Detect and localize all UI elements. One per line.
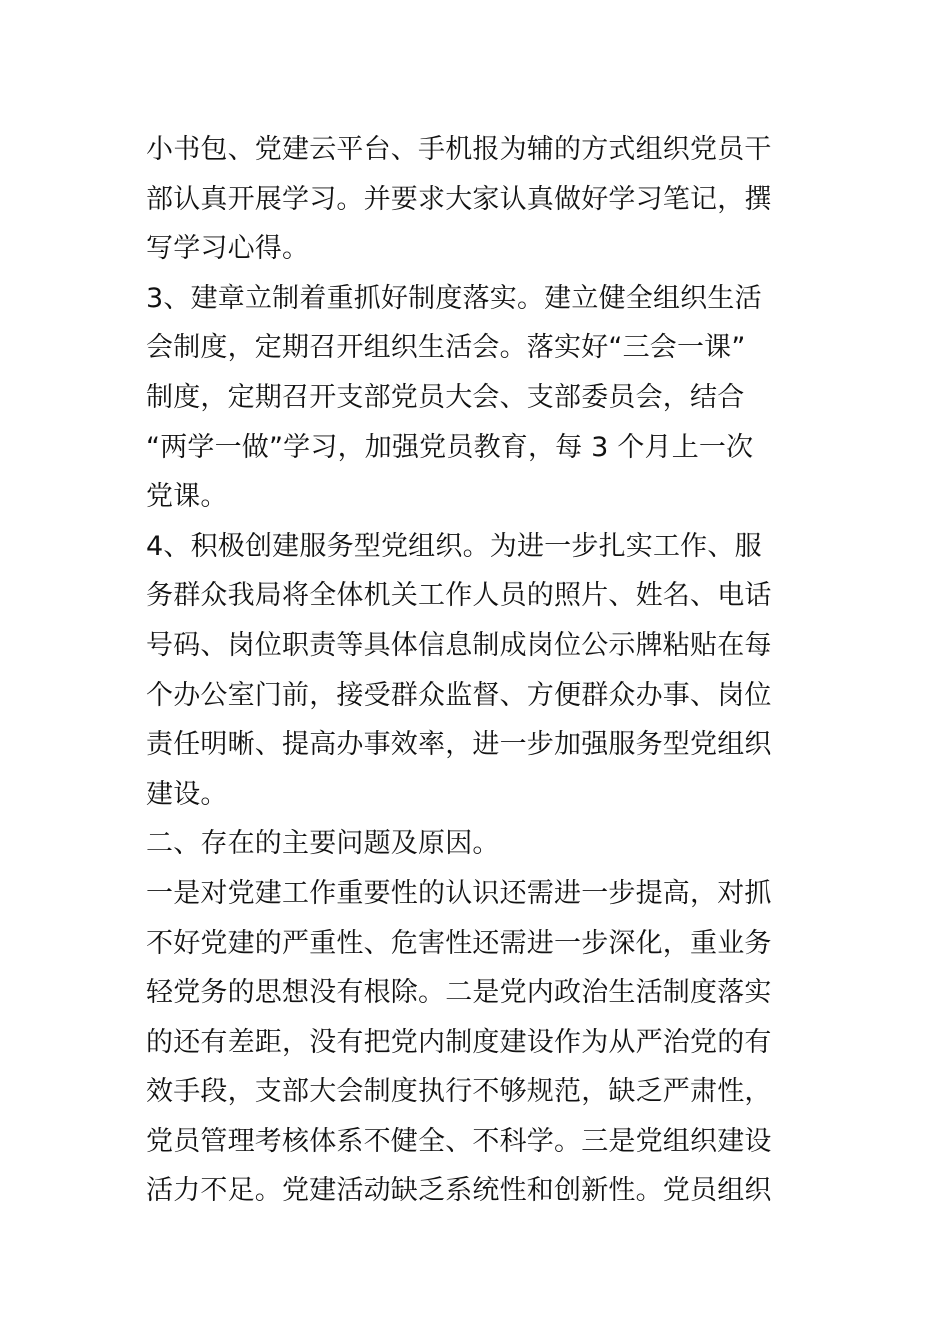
text-line: 党员管理考核体系不健全、不科学。三是党组织建设 xyxy=(146,1125,772,1157)
text-line: 号码、岗位职责等具体信息制成岗位公示牌粘贴在每 xyxy=(146,629,772,661)
text-line: 效手段，支部大会制度执行不够规范，缺乏严肃性， xyxy=(146,1076,772,1108)
text-line: 个办公室门前，接受群众监督、方便群众办事、岗位 xyxy=(146,679,772,711)
text-line: 责任明晰、提高办事效率，进一步加强服务型党组织 xyxy=(146,729,772,761)
text-line: 4、积极创建服务型党组织。为进一步扎实工作、服 xyxy=(146,530,762,562)
text-line: 党课。 xyxy=(146,481,228,513)
text-line: 建设。 xyxy=(146,778,228,810)
text-line: “两学一做”学习，加强党员教育，每 3 个月上一次 xyxy=(146,431,754,463)
text-line: 不好党建的严重性、危害性还需进一步深化，重业务 xyxy=(146,927,772,959)
text-line: 活力不足。党建活动缺乏系统性和创新性。党员组织 xyxy=(146,1175,772,1207)
text-line: 写学习心得。 xyxy=(146,233,310,265)
document-body xyxy=(146,125,816,1216)
text-line: 制度，定期召开支部党员大会、支部委员会，结合 xyxy=(146,381,745,413)
text-line: 二、存在的主要问题及原因。 xyxy=(146,828,500,860)
text-line: 轻党务的思想没有根除。二是党内政治生活制度落实 xyxy=(146,977,772,1009)
text-line: 务群众我局将全体机关工作人员的照片、姓名、电话 xyxy=(146,580,772,612)
text-line: 会制度，定期召开组织生活会。落实好“三会一课” xyxy=(146,332,746,364)
text-line: 一是对党建工作重要性的认识还需进一步提高，对抓 xyxy=(146,877,772,909)
text-line: 的还有差距，没有把党内制度建设作为从严治党的有 xyxy=(146,1026,772,1058)
text-line: 部认真开展学习。并要求大家认真做好学习笔记，撰 xyxy=(146,183,772,215)
text-line: 小书包、党建云平台、手机报为辅的方式组织党员干 xyxy=(146,134,772,165)
text-line: 3、建章立制着重抓好制度落实。建立健全组织生活 xyxy=(146,282,762,314)
